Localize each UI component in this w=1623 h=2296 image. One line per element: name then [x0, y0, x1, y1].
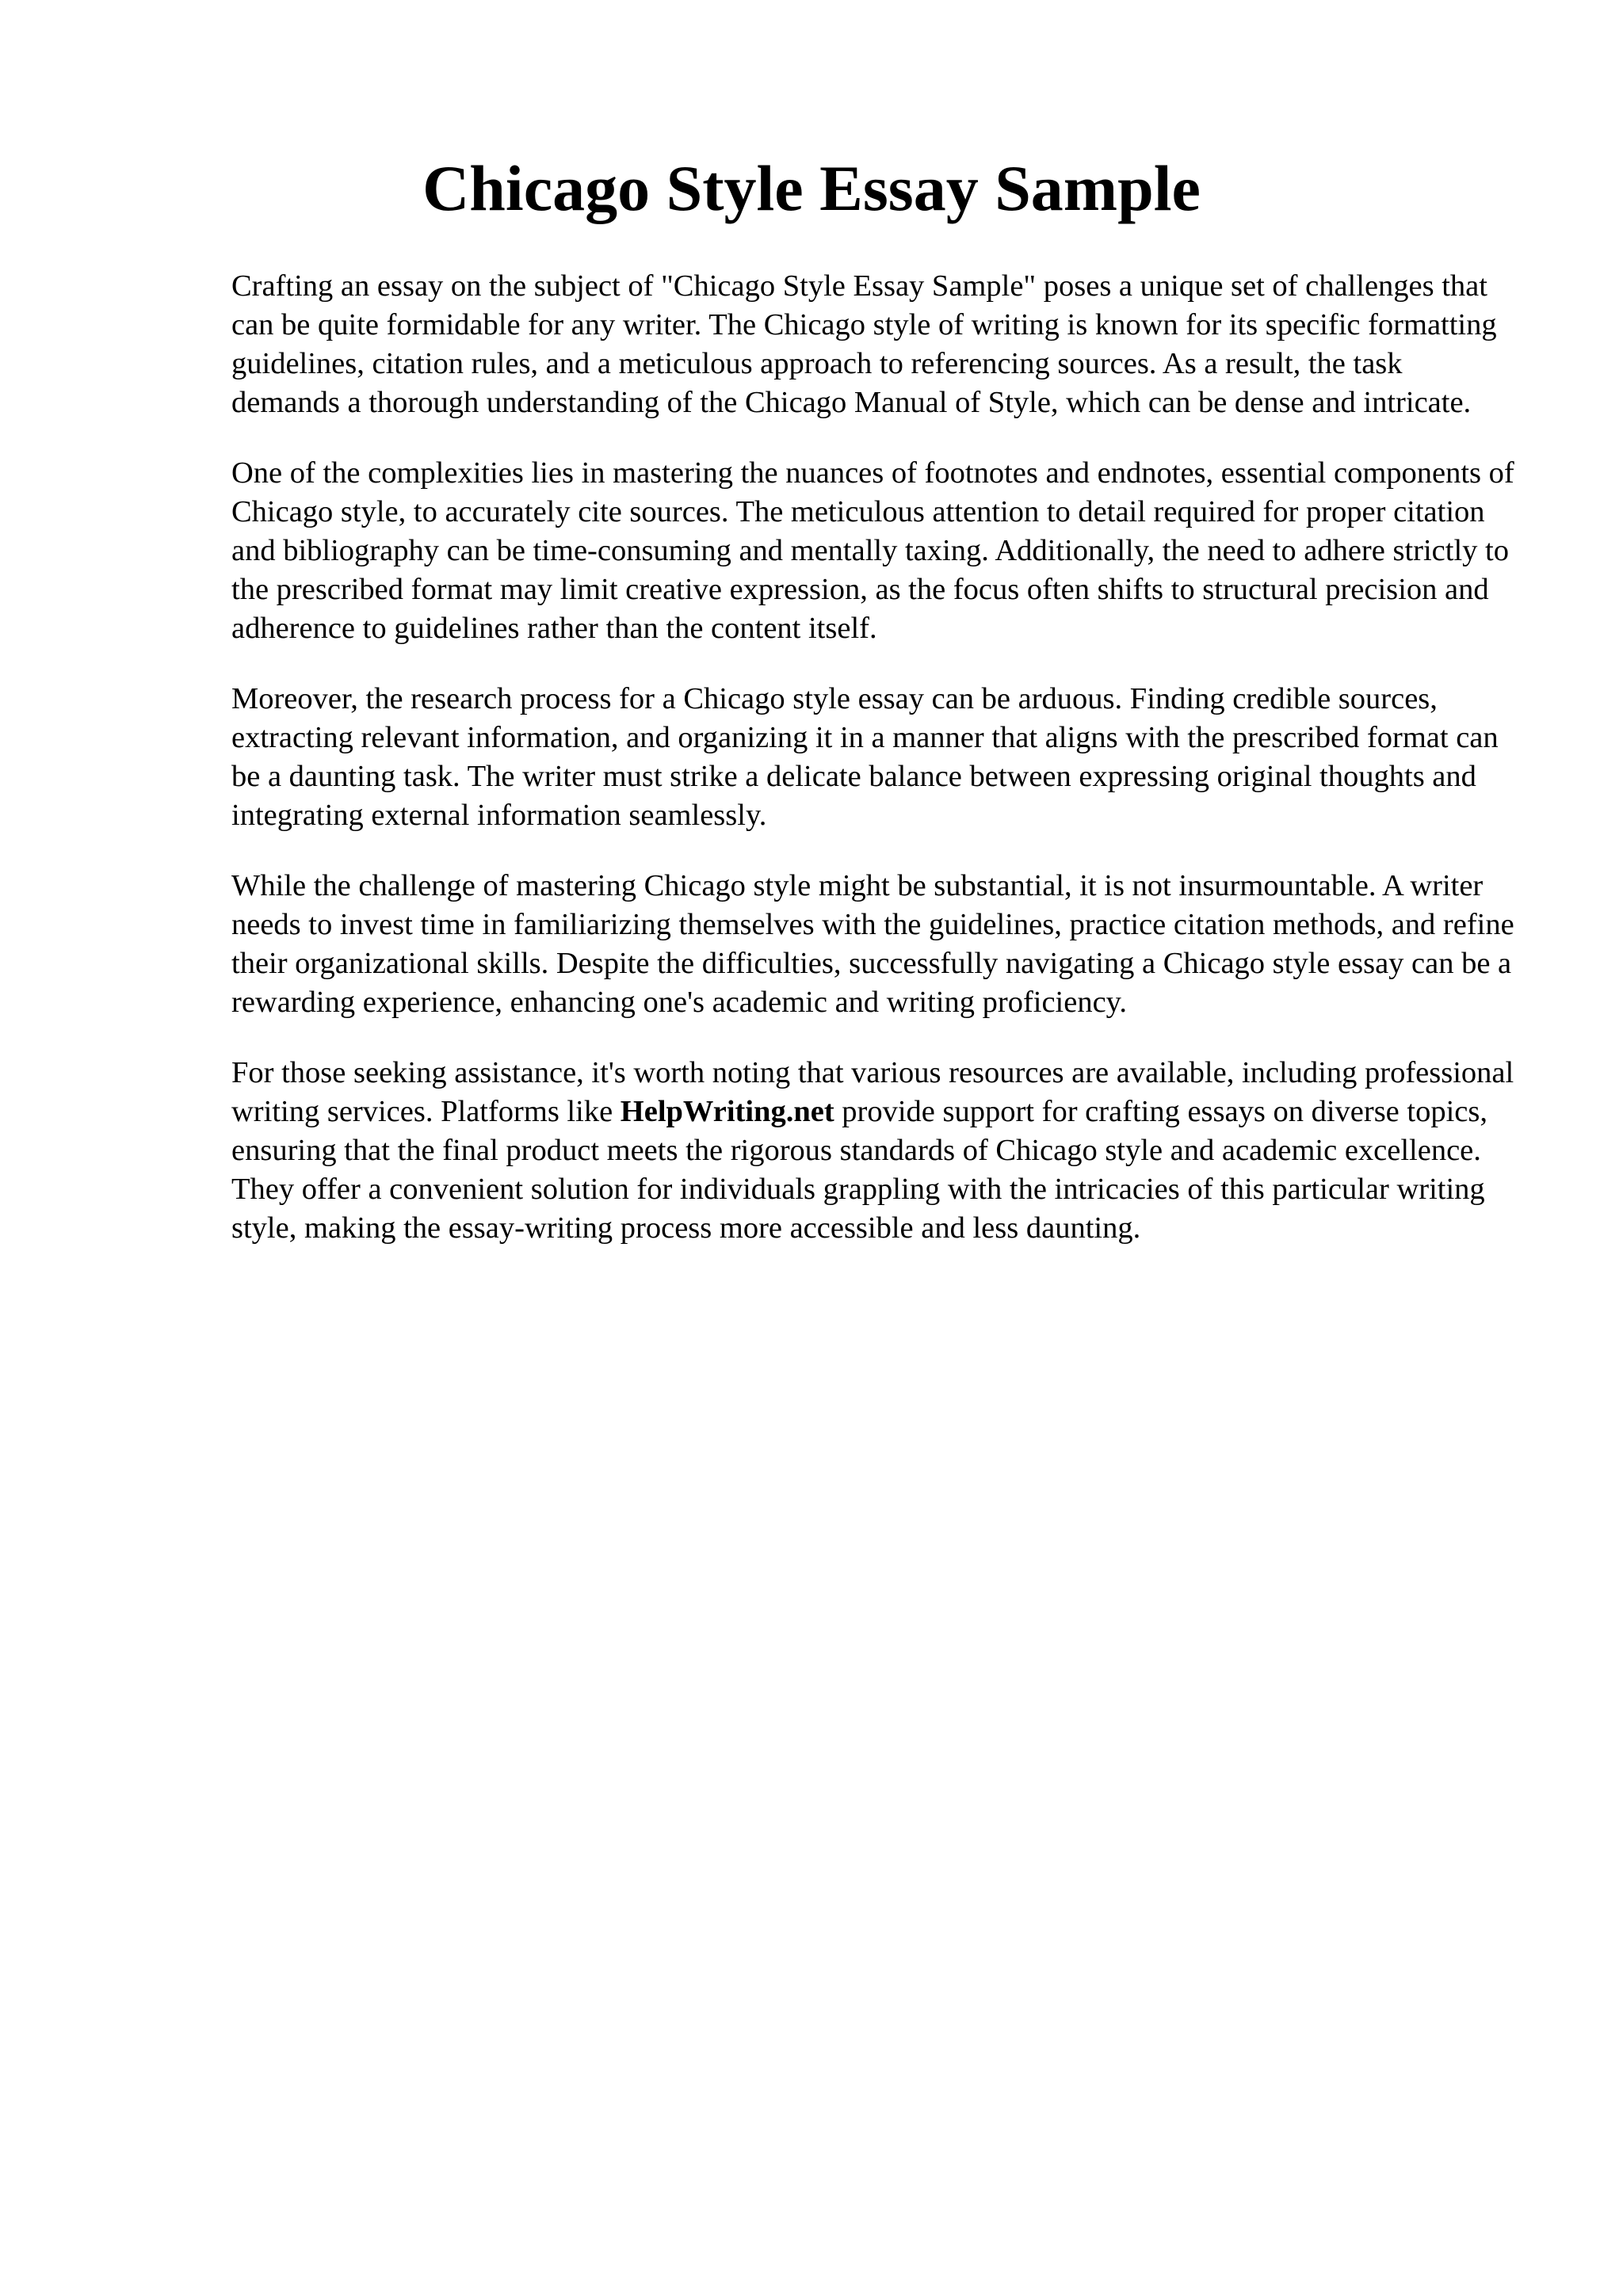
- helpwriting-link[interactable]: HelpWriting.net: [620, 1095, 834, 1128]
- paragraph-5-intro: For those seeking assistance, it's worth noting that various resources are available, including professional writing services. Platforms like: [231, 1056, 1514, 1128]
- paragraph-4: While the challenge of mastering Chicago style might be substantial, it is not insurmountable. A writer needs to invest time in familiarizing themselves with the guidelines, practice citation methods, and refine their organizational skills. Despite the difficulties, successfully navigating a Chicago style essay can be a rewarding experience, enhancing one's academic and writing proficiency.: [231, 869, 1514, 1019]
- essay-body: [231, 267, 1515, 1280]
- paragraph-5-rest: provide support for crafting essays on diverse topics, ensuring that the final product meets the rigorous standards of Chicago style and academic excellence. They offer a convenient solution for individuals grappling with the intricacies of this particular writing style, making the essay-writing process more accessible and less daunting.: [231, 1095, 1487, 1245]
- paragraph-1: Crafting an essay on the subject of "Chicago Style Essay Sample" poses a unique set of challenges that can be quite formidable for any writer. The Chicago style of writing is known for its specific formatting guidelines, citation rules, and a meticulous approach to referencing sources. As a result, the task demands a thorough understanding of the Chicago Manual of Style, which can be dense and intricate.: [231, 269, 1497, 419]
- paragraph-5: [231, 1054, 1515, 1248]
- paragraph-3: Moreover, the research process for a Chicago style essay can be arduous. Finding credible sources, extracting relevant information, and organizing it in a manner that aligns with the prescribed format can be a daunting task. The writer must strike a delicate balance between expressing original thoughts and integrating external information seamlessly.: [231, 682, 1499, 832]
- paragraph-2: One of the complexities lies in mastering the nuances of footnotes and endnotes, essential components of Chicago style, to accurately cite sources. The meticulous attention to detail required for proper citation and bibliography can be time-consuming and mentally taxing. Additionally, the need to adhere strictly to the prescribed format may limit creative expression, as the focus often shifts to structural precision and adherence to guidelines rather than the content itself.: [231, 456, 1514, 645]
- page-title: Chicago Style Essay Sample: [422, 152, 1201, 224]
